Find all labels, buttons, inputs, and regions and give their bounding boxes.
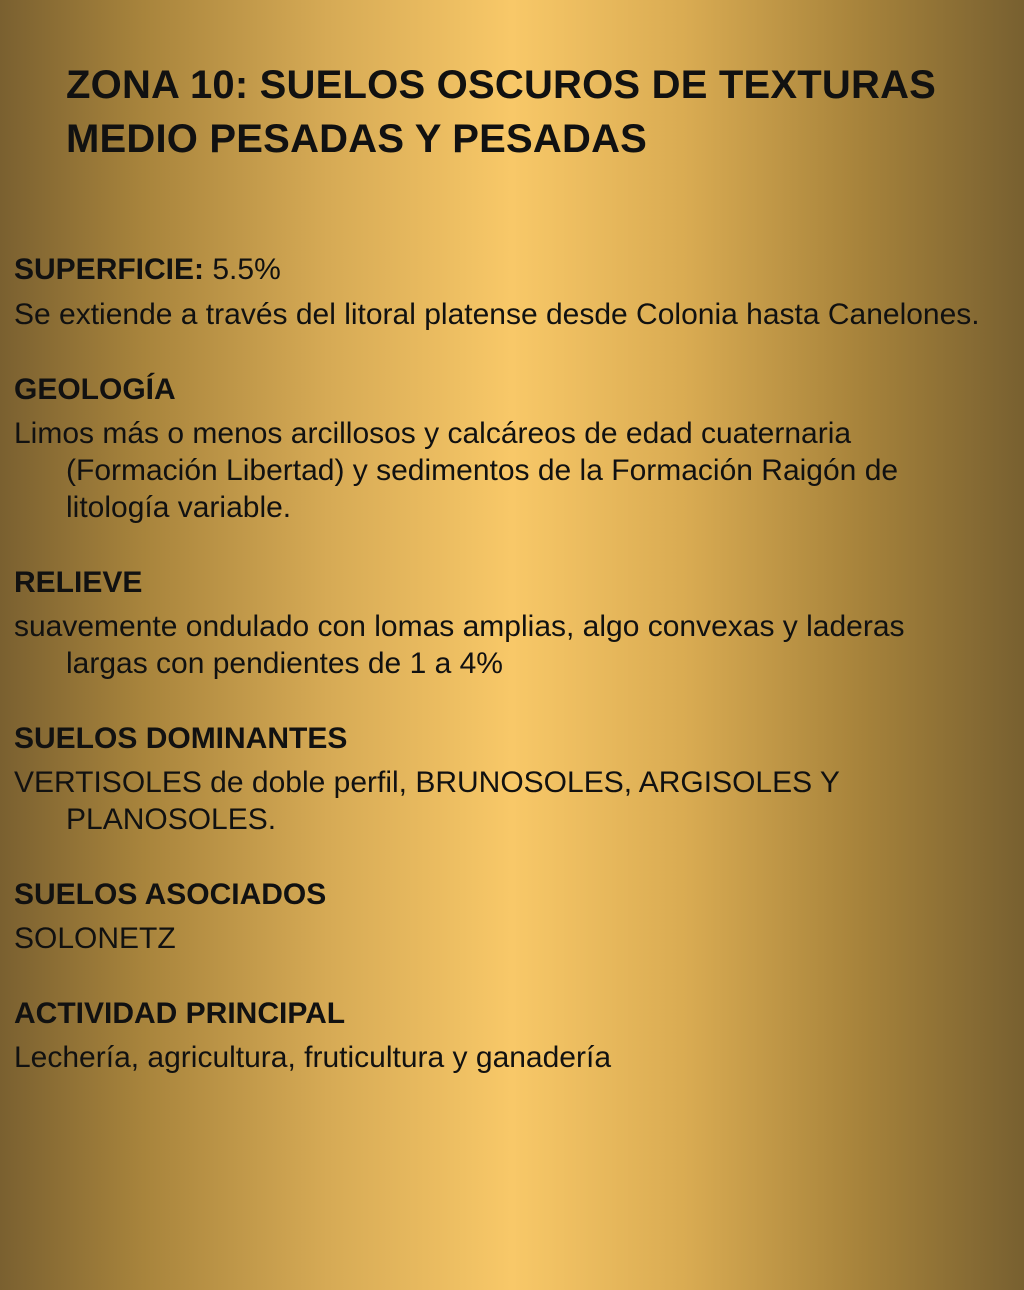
- relieve-heading: RELIEVE: [14, 566, 143, 599]
- geologia-heading: GEOLOGÍA: [14, 373, 176, 406]
- relieve-text: suavemente ondulado con lomas amplias, algo convexas y laderas largas con pendientes de 1 a 4%: [14, 610, 905, 680]
- geologia-text: Limos más o menos arcillosos y calcáreos de edad cuaternaria (Formación Libertad) y sedimentos de la Formación Raigón de litología variable.: [14, 417, 899, 524]
- relieve-section: [14, 563, 994, 682]
- superficie-label: SUPERFICIE:: [14, 253, 205, 286]
- suelos-asociados-text: SOLONETZ: [14, 922, 176, 955]
- slide-content: [14, 250, 994, 1076]
- extension-section: [14, 296, 994, 333]
- actividad-principal-text: Lechería, agricultura, fruticultura y ganadería: [14, 1041, 611, 1074]
- actividad-principal-section: [14, 994, 994, 1076]
- superficie-line: [14, 250, 994, 290]
- actividad-principal-heading: ACTIVIDAD PRINCIPAL: [14, 997, 346, 1030]
- suelos-dominantes-section: [14, 719, 994, 838]
- suelos-asociados-section: [14, 875, 994, 957]
- suelos-dominantes-heading: SUELOS DOMINANTES: [14, 722, 348, 755]
- slide-title: ZONA 10: SUELOS OSCUROS DE TEXTURAS MEDIO PESADAS Y PESADAS: [66, 63, 937, 161]
- suelos-asociados-heading: SUELOS ASOCIADOS: [14, 878, 327, 911]
- geologia-section: [14, 370, 994, 526]
- extension-text: Se extiende a través del litoral platense desde Colonia hasta Canelones.: [14, 298, 980, 331]
- suelos-dominantes-text: VERTISOLES de doble perfil, BRUNOSOLES, ARGISOLES Y PLANOSOLES.: [14, 766, 840, 836]
- superficie-value: 5.5%: [212, 253, 281, 286]
